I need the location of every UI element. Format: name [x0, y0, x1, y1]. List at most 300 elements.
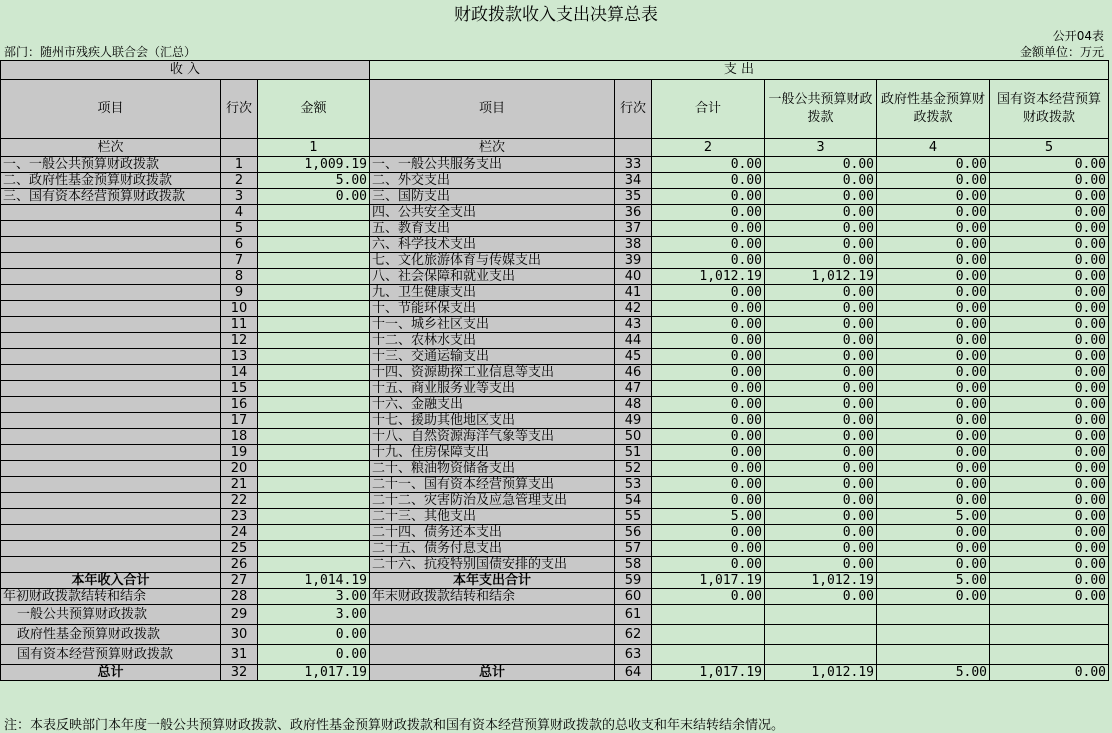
state-capital-cell: 0.00: [990, 509, 1109, 525]
expense-item-cell: 七、文化旅游体育与传媒支出: [370, 253, 615, 269]
expense-row-no-cell: 51: [615, 445, 652, 461]
table-row: [1, 365, 1109, 381]
income-row-no-cell: 28: [221, 589, 258, 605]
state-capital-cell: 0.00: [990, 429, 1109, 445]
state-capital-cell: 0.00: [990, 333, 1109, 349]
income-item-cell: [1, 253, 221, 269]
expense-item-cell: 年末财政拨款结转和结余: [370, 589, 615, 605]
state-capital-cell: 0.00: [990, 317, 1109, 333]
state-capital-cell: 0.00: [990, 381, 1109, 397]
income-row-no-cell: 12: [221, 333, 258, 349]
col-index-2: 2: [652, 139, 765, 157]
table-row: [1, 509, 1109, 525]
income-row-no-cell: 23: [221, 509, 258, 525]
expense-item-cell: 十三、交通运输支出: [370, 349, 615, 365]
expense-row-no-cell: 35: [615, 189, 652, 205]
expense-row-no-cell: 44: [615, 333, 652, 349]
income-row-no-cell: 25: [221, 541, 258, 557]
income-col-index: 1: [258, 139, 370, 157]
expense-row-no-cell: 47: [615, 381, 652, 397]
expense-item-cell: 三、国防支出: [370, 189, 615, 205]
fund-budget-cell: 0.00: [877, 285, 990, 301]
expense-total-cell: 0.00: [652, 173, 765, 189]
general-budget-cell: [765, 645, 877, 665]
income-amount-cell: [258, 365, 370, 381]
income-item-cell: 年初财政拨款结转和结余: [1, 589, 221, 605]
expense-row-no-cell: 39: [615, 253, 652, 269]
general-budget-cell: 1,012.19: [765, 665, 877, 681]
income-row-no-cell: 16: [221, 397, 258, 413]
general-budget-cell: 0.00: [765, 253, 877, 269]
income-amount-cell: [258, 237, 370, 253]
fund-budget-cell: 0.00: [877, 333, 990, 349]
general-budget-cell: 0.00: [765, 413, 877, 429]
income-row-no-cell: 5: [221, 221, 258, 237]
general-budget-cell: 0.00: [765, 397, 877, 413]
expense-total-cell: 0.00: [652, 557, 765, 573]
table-row: [1, 269, 1109, 285]
general-budget-cell: 0.00: [765, 237, 877, 253]
expense-item-cell: 五、教育支出: [370, 221, 615, 237]
table-row: [1, 205, 1109, 221]
expense-row-no-cell: 50: [615, 429, 652, 445]
income-amount-cell: 3.00: [258, 589, 370, 605]
expense-item-cell: 十一、城乡社区支出: [370, 317, 615, 333]
expense-item-cell: [370, 605, 615, 625]
income-item-cell: [1, 525, 221, 541]
expense-row-no-cell: 33: [615, 157, 652, 173]
general-budget-cell: 0.00: [765, 509, 877, 525]
income-amount-cell: [258, 477, 370, 493]
income-header: 收 入: [1, 61, 370, 80]
state-capital-cell: 0.00: [990, 477, 1109, 493]
income-item-cell: [1, 557, 221, 573]
header-row-3: [1, 139, 1109, 157]
income-item-cell: [1, 285, 221, 301]
income-amount-cell: [258, 493, 370, 509]
fund-budget-cell: [877, 625, 990, 645]
state-capital-cell: 0.00: [990, 413, 1109, 429]
state-capital-cell: 0.00: [990, 557, 1109, 573]
expense-total-cell: 1,017.19: [652, 573, 765, 589]
income-amount-cell: [258, 413, 370, 429]
income-amount-cell: [258, 557, 370, 573]
income-item-cell: [1, 477, 221, 493]
income-row-no-cell: 26: [221, 557, 258, 573]
fund-budget-cell: 0.00: [877, 221, 990, 237]
expense-item-cell: 十九、住房保障支出: [370, 445, 615, 461]
income-amount-cell: [258, 349, 370, 365]
budget-table: [0, 60, 1109, 681]
income-item-cell: [1, 397, 221, 413]
expense-total-cell: 0.00: [652, 253, 765, 269]
income-amount-cell: [258, 285, 370, 301]
fund-budget-cell: 0.00: [877, 173, 990, 189]
expense-item-cell: 六、科学技术支出: [370, 237, 615, 253]
income-item-cell: 国有资本经营预算财政拨款: [1, 645, 221, 665]
income-row-no-cell: 19: [221, 445, 258, 461]
expense-item-header: 项目: [370, 80, 615, 139]
state-capital-cell: 0.00: [990, 269, 1109, 285]
income-amount-cell: 1,014.19: [258, 573, 370, 589]
income-row-no-cell: 18: [221, 429, 258, 445]
expense-total-cell: 1,017.19: [652, 665, 765, 681]
fund-budget-cell: 0.00: [877, 413, 990, 429]
general-budget-cell: 0.00: [765, 173, 877, 189]
expense-item-cell: [370, 645, 615, 665]
income-item-cell: [1, 429, 221, 445]
table-row: [1, 445, 1109, 461]
fund-budget-cell: 5.00: [877, 573, 990, 589]
income-row-no-cell: 11: [221, 317, 258, 333]
income-row-no-cell: 9: [221, 285, 258, 301]
general-budget-cell: 0.00: [765, 429, 877, 445]
fund-budget-cell: [877, 645, 990, 665]
state-capital-cell: 0.00: [990, 541, 1109, 557]
income-item-cell: 二、政府性基金预算财政拨款: [1, 173, 221, 189]
expense-item-cell: 十八、自然资源海洋气象等支出: [370, 429, 615, 445]
expense-row-no-cell: 38: [615, 237, 652, 253]
expense-item-cell: 二十三、其他支出: [370, 509, 615, 525]
income-amount-cell: 0.00: [258, 625, 370, 645]
fund-budget-cell: 0.00: [877, 349, 990, 365]
expense-item-cell: 十四、资源勘探工业信息等支出: [370, 365, 615, 381]
income-row-no-cell: 21: [221, 477, 258, 493]
table-row: [1, 349, 1109, 365]
table-row: [1, 625, 1109, 645]
fund-budget-cell: [877, 605, 990, 625]
expense-item-cell: 二十六、抗疫特别国债安排的支出: [370, 557, 615, 573]
expense-total-cell: 0.00: [652, 445, 765, 461]
fund-budget-cell: 0.00: [877, 365, 990, 381]
header-row-1: [1, 61, 1109, 80]
expense-total-cell: 0.00: [652, 349, 765, 365]
state-capital-cell: 0.00: [990, 589, 1109, 605]
income-item-cell: [1, 365, 221, 381]
expense-total-cell: 0.00: [652, 477, 765, 493]
expense-item-cell: 十六、金融支出: [370, 397, 615, 413]
col-index-4: 4: [877, 139, 990, 157]
income-item-header: 项目: [1, 80, 221, 139]
income-item-cell: 三、国有资本经营预算财政拨款: [1, 189, 221, 205]
table-row: [1, 285, 1109, 301]
income-item-cell: [1, 205, 221, 221]
expense-total-cell: [652, 605, 765, 625]
expense-row-no-cell: 63: [615, 645, 652, 665]
col-index-5: 5: [990, 139, 1109, 157]
income-amount-cell: [258, 445, 370, 461]
expense-total-cell: 0.00: [652, 365, 765, 381]
income-item-cell: 政府性基金预算财政拨款: [1, 625, 221, 645]
income-col-label: 栏次: [1, 139, 221, 157]
general-budget-cell: 0.00: [765, 205, 877, 221]
income-row-header: 行次: [221, 80, 258, 139]
expense-total-cell: 0.00: [652, 381, 765, 397]
income-item-cell: [1, 317, 221, 333]
income-row-no-cell: 27: [221, 573, 258, 589]
state-capital-cell: 0.00: [990, 221, 1109, 237]
general-budget-cell: 0.00: [765, 461, 877, 477]
expense-row-no-cell: 57: [615, 541, 652, 557]
table-row: [1, 429, 1109, 445]
expense-row-no-cell: 60: [615, 589, 652, 605]
income-item-cell: 本年收入合计: [1, 573, 221, 589]
general-budget-cell: 0.00: [765, 317, 877, 333]
fund-budget-cell: 0.00: [877, 237, 990, 253]
expense-item-cell: 二十一、国有资本经营预算支出: [370, 477, 615, 493]
expense-total-cell: 0.00: [652, 397, 765, 413]
income-amount-cell: 0.00: [258, 189, 370, 205]
income-amount-cell: [258, 461, 370, 477]
state-capital-cell: 0.00: [990, 301, 1109, 317]
fund-budget-cell: 5.00: [877, 509, 990, 525]
expense-total-cell: 0.00: [652, 189, 765, 205]
income-amount-cell: [258, 429, 370, 445]
income-amount-cell: [258, 525, 370, 541]
expense-total-cell: [652, 625, 765, 645]
table-row: [1, 541, 1109, 557]
unit-label: 金额单位：万元: [1019, 45, 1104, 59]
state-capital-cell: 0.00: [990, 205, 1109, 221]
expense-total-cell: [652, 645, 765, 665]
expense-total-cell: 0.00: [652, 237, 765, 253]
income-amount-cell: [258, 333, 370, 349]
expense-item-cell: 九、卫生健康支出: [370, 285, 615, 301]
expense-total-cell: 0.00: [652, 205, 765, 221]
general-budget-cell: 0.00: [765, 525, 877, 541]
expense-row-no-cell: 42: [615, 301, 652, 317]
table-row: [1, 221, 1109, 237]
income-item-cell: [1, 221, 221, 237]
general-budget-cell: 1,012.19: [765, 269, 877, 285]
state-capital-cell: [990, 625, 1109, 645]
expense-total-cell: 0.00: [652, 589, 765, 605]
state-capital-cell: 0.00: [990, 189, 1109, 205]
general-budget-cell: 0.00: [765, 589, 877, 605]
expense-row-no-cell: 49: [615, 413, 652, 429]
expense-header: 支 出: [370, 61, 1109, 80]
income-item-cell: [1, 445, 221, 461]
income-item-cell: [1, 461, 221, 477]
income-item-cell: [1, 541, 221, 557]
table-row: [1, 525, 1109, 541]
expense-item-cell: 本年支出合计: [370, 573, 615, 589]
state-capital-cell: 0.00: [990, 573, 1109, 589]
expense-row-no-cell: 46: [615, 365, 652, 381]
fund-budget-cell: 0.00: [877, 429, 990, 445]
expense-item-cell: 四、公共安全支出: [370, 205, 615, 221]
income-row-no-cell: 24: [221, 525, 258, 541]
fund-budget-cell: 0.00: [877, 189, 990, 205]
general-budget-cell: 1,012.19: [765, 573, 877, 589]
income-col-blank: [221, 139, 258, 157]
table-row: [1, 157, 1109, 173]
income-row-no-cell: 8: [221, 269, 258, 285]
table-row: [1, 557, 1109, 573]
expense-item-cell: 二十、粮油物资储备支出: [370, 461, 615, 477]
header-row-2: [1, 80, 1109, 139]
table-row: [1, 253, 1109, 269]
state-capital-cell: 0.00: [990, 253, 1109, 269]
income-row-no-cell: 17: [221, 413, 258, 429]
income-amount-cell: [258, 397, 370, 413]
fund-budget-header: 政府性基金预算财政拨款: [877, 80, 990, 139]
expense-row-no-cell: 58: [615, 557, 652, 573]
income-amount-cell: [258, 253, 370, 269]
expense-row-no-cell: 55: [615, 509, 652, 525]
expense-item-cell: 二、外交支出: [370, 173, 615, 189]
fund-budget-cell: 0.00: [877, 157, 990, 173]
income-item-cell: [1, 237, 221, 253]
income-row-no-cell: 30: [221, 625, 258, 645]
general-budget-cell: [765, 605, 877, 625]
general-budget-cell: 0.00: [765, 189, 877, 205]
state-capital-cell: 0.00: [990, 445, 1109, 461]
expense-row-header: 行次: [615, 80, 652, 139]
income-row-no-cell: 32: [221, 665, 258, 681]
income-row-no-cell: 20: [221, 461, 258, 477]
table-row: [1, 237, 1109, 253]
expense-row-no-cell: 53: [615, 477, 652, 493]
fund-budget-cell: 0.00: [877, 397, 990, 413]
expense-row-no-cell: 62: [615, 625, 652, 645]
fund-budget-cell: 0.00: [877, 253, 990, 269]
income-row-no-cell: 2: [221, 173, 258, 189]
expense-total-cell: 0.00: [652, 413, 765, 429]
income-row-no-cell: 1: [221, 157, 258, 173]
page-title: 财政拨款收入支出决算总表: [454, 5, 658, 25]
income-item-cell: [1, 413, 221, 429]
general-budget-cell: 0.00: [765, 445, 877, 461]
expense-total-cell: 5.00: [652, 509, 765, 525]
income-amount-cell: [258, 269, 370, 285]
general-budget-cell: 0.00: [765, 333, 877, 349]
general-budget-cell: 0.00: [765, 557, 877, 573]
income-amount-cell: 3.00: [258, 605, 370, 625]
income-row-no-cell: 4: [221, 205, 258, 221]
fund-budget-cell: 0.00: [877, 477, 990, 493]
general-budget-cell: 0.00: [765, 541, 877, 557]
expense-row-no-cell: 48: [615, 397, 652, 413]
income-item-cell: [1, 333, 221, 349]
table-row: [1, 189, 1109, 205]
state-capital-cell: 0.00: [990, 157, 1109, 173]
expense-item-cell: 二十二、灾害防治及应急管理支出: [370, 493, 615, 509]
general-budget-cell: 0.00: [765, 221, 877, 237]
expense-total-cell: 0.00: [652, 461, 765, 477]
general-budget-cell: 0.00: [765, 349, 877, 365]
table-row: [1, 493, 1109, 509]
expense-item-cell: 十二、农林水支出: [370, 333, 615, 349]
income-amount-header: 金额: [258, 80, 370, 139]
expense-item-cell: 总计: [370, 665, 615, 681]
general-budget-cell: 0.00: [765, 157, 877, 173]
table-row: [1, 317, 1109, 333]
expense-item-cell: 十五、商业服务业等支出: [370, 381, 615, 397]
expense-row-no-cell: 61: [615, 605, 652, 625]
expense-total-cell: 0.00: [652, 301, 765, 317]
income-amount-cell: 5.00: [258, 173, 370, 189]
state-capital-cell: 0.00: [990, 173, 1109, 189]
income-row-no-cell: 10: [221, 301, 258, 317]
expense-total-cell: 0.00: [652, 493, 765, 509]
income-item-cell: [1, 493, 221, 509]
income-row-no-cell: 6: [221, 237, 258, 253]
income-item-cell: [1, 301, 221, 317]
income-amount-cell: [258, 541, 370, 557]
expense-row-no-cell: 36: [615, 205, 652, 221]
income-row-no-cell: 15: [221, 381, 258, 397]
expense-row-no-cell: 64: [615, 665, 652, 681]
fund-budget-cell: 0.00: [877, 301, 990, 317]
income-row-no-cell: 22: [221, 493, 258, 509]
income-item-cell: [1, 269, 221, 285]
fund-budget-cell: 0.00: [877, 493, 990, 509]
expense-total-cell: 0.00: [652, 317, 765, 333]
fund-budget-cell: 0.00: [877, 381, 990, 397]
table-row: [1, 413, 1109, 429]
expense-row-no-cell: 37: [615, 221, 652, 237]
state-capital-header: 国有资本经营预算财政拨款: [990, 80, 1109, 139]
state-capital-cell: [990, 605, 1109, 625]
table-row: [1, 397, 1109, 413]
income-row-no-cell: 29: [221, 605, 258, 625]
state-capital-cell: 0.00: [990, 365, 1109, 381]
general-budget-cell: 0.00: [765, 301, 877, 317]
income-row-no-cell: 7: [221, 253, 258, 269]
expense-item-cell: 十七、援助其他地区支出: [370, 413, 615, 429]
fund-budget-cell: 0.00: [877, 461, 990, 477]
table-code: 公开04表: [1052, 29, 1104, 43]
expense-total-cell: 0.00: [652, 525, 765, 541]
income-amount-cell: [258, 317, 370, 333]
expense-total-cell: 0.00: [652, 221, 765, 237]
expense-item-cell: 十、节能环保支出: [370, 301, 615, 317]
expense-total-cell: 0.00: [652, 157, 765, 173]
income-amount-cell: [258, 509, 370, 525]
income-amount-cell: 0.00: [258, 645, 370, 665]
income-item-cell: [1, 509, 221, 525]
col-index-3: 3: [765, 139, 877, 157]
income-amount-cell: [258, 301, 370, 317]
fund-budget-cell: 0.00: [877, 525, 990, 541]
state-capital-cell: 0.00: [990, 461, 1109, 477]
fund-budget-cell: 0.00: [877, 557, 990, 573]
expense-item-cell: 二十五、债务付息支出: [370, 541, 615, 557]
expense-total-cell: 1,012.19: [652, 269, 765, 285]
income-amount-cell: [258, 381, 370, 397]
state-capital-cell: 0.00: [990, 397, 1109, 413]
income-row-no-cell: 31: [221, 645, 258, 665]
table-row: [1, 573, 1109, 589]
state-capital-cell: 0.00: [990, 493, 1109, 509]
expense-total-cell: 0.00: [652, 333, 765, 349]
income-item-cell: [1, 349, 221, 365]
general-budget-cell: 0.00: [765, 365, 877, 381]
table-row: [1, 461, 1109, 477]
expense-item-cell: 八、社会保障和就业支出: [370, 269, 615, 285]
expense-total-cell: 0.00: [652, 285, 765, 301]
fund-budget-cell: 0.00: [877, 205, 990, 221]
footnote: 注：本表反映部门本年度一般公共预算财政拨款、政府性基金预算财政拨款和国有资本经营预算财政拨款的总收支和年末结转结余情况。: [4, 718, 785, 733]
expense-row-no-cell: 34: [615, 173, 652, 189]
income-amount-cell: 1,017.19: [258, 665, 370, 681]
table-row: [1, 605, 1109, 625]
table-row: [1, 645, 1109, 665]
department-label: 部门：随州市残疾人联合会（汇总）: [4, 45, 197, 59]
fund-budget-cell: 5.00: [877, 665, 990, 681]
state-capital-cell: 0.00: [990, 525, 1109, 541]
